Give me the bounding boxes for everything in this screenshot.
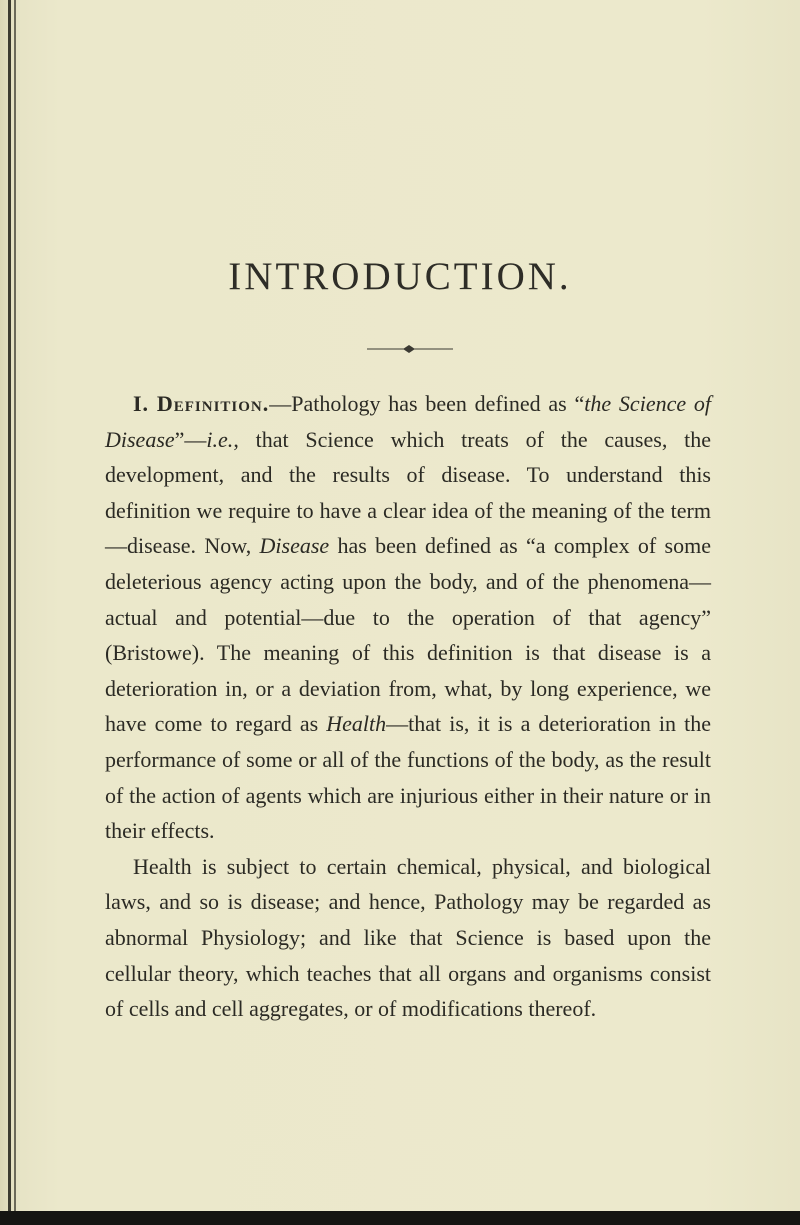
text-run: —that is, it is a deterioration in the performance of some or all of the functions of the body, as the result of the action of agents which are injurious either in their nature or in their effects. bbox=[105, 711, 711, 844]
italic-run: i.e. bbox=[206, 426, 234, 452]
section-number: I. bbox=[133, 391, 150, 416]
italic-run: the Science of Disease bbox=[105, 391, 711, 452]
page-bottom-edge bbox=[0, 1211, 800, 1225]
italic-run: Health bbox=[326, 711, 387, 737]
italic-run: Disease bbox=[259, 533, 330, 559]
text-run: , that Science which treats of the causes, the development, and the results of disease. To understand this definition we require to have a clear idea of the meaning of the term—disease. Now, bbox=[105, 426, 711, 559]
page-title: INTRODUCTION. bbox=[228, 255, 572, 298]
text-run: —Pathology has been defined as “ bbox=[269, 391, 585, 416]
binding-edge-line-inner bbox=[14, 0, 16, 1225]
text-run: has been defined as “a complex of some deleterious agency acting upon the body, and of the phenomena—actual and potential—due to the operation of that agency” (Bristowe). The meaning of this definition is that disease is a deterioration in, or a deviation from, what, by long experience, we have come to regard as bbox=[105, 533, 711, 737]
section-heading: Definition. bbox=[156, 391, 270, 416]
binding-edge-line bbox=[8, 0, 11, 1225]
paragraph-health: Health is subject to certain chemical, physical, and biological laws, and so is disease; and hence, Pathology may be regarded as abnormal Physiology; and like that Science is based upon the cellular theory, which teaches that all organs and organisms consist of cells and cell aggregates, or of modifications thereof. bbox=[105, 853, 711, 1022]
text-run: ”— bbox=[174, 426, 207, 452]
paragraph-definition bbox=[105, 386, 711, 849]
body-text bbox=[105, 386, 711, 1027]
ornament-rule-icon bbox=[365, 343, 455, 355]
